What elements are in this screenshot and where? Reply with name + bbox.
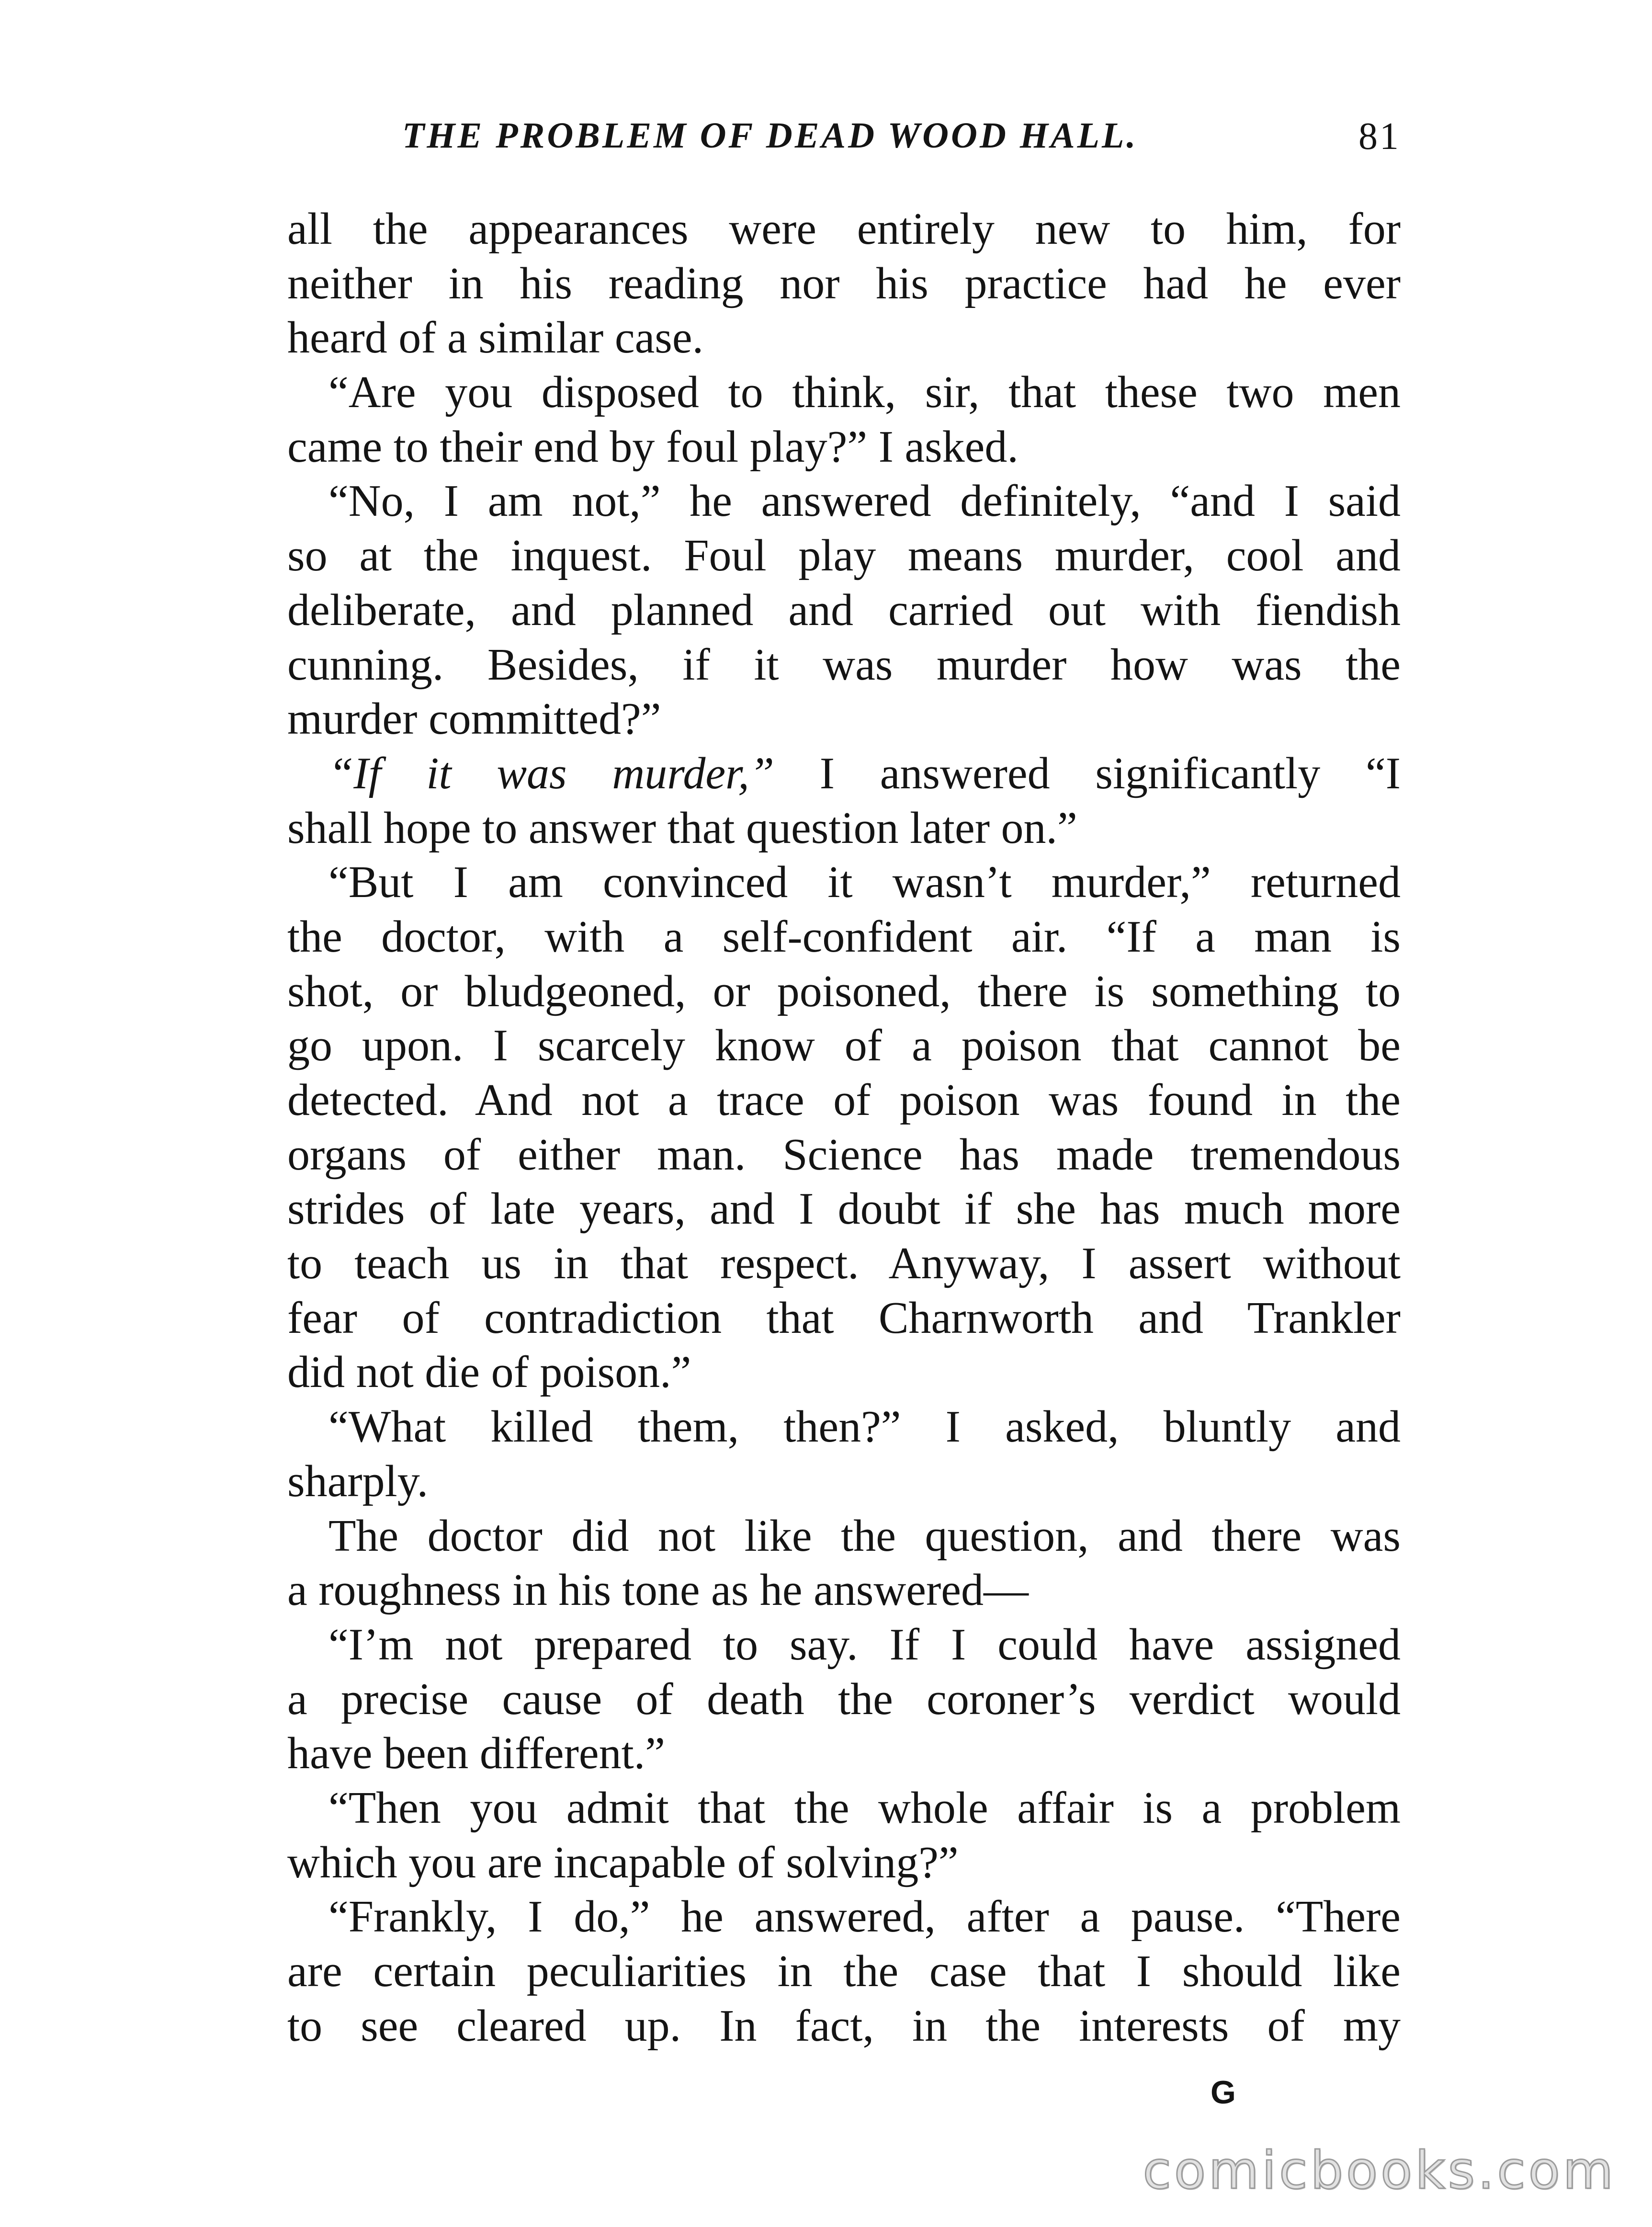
text-line: strides of late years, and I doubt if she has much more [287, 1184, 1401, 1234]
text-line: “Frankly, I do,” he answered, after a pause. “There [328, 1892, 1401, 1942]
text-line: shot, or bludgeoned, or poisoned, there is something to [287, 966, 1401, 1016]
text-line: cunning. Besides, if it was murder how was the [287, 639, 1401, 690]
text-line: came to their end by foul play?” I asked. [287, 421, 1018, 472]
text-line: go upon. I scarcely know of a poison that cannot be [287, 1021, 1401, 1071]
text-line: to teach us in that respect. Anyway, I assert without [287, 1238, 1401, 1289]
text-line: sharply. [287, 1456, 429, 1506]
text-line: “I’m not prepared to say. If I could have assigned [328, 1619, 1401, 1670]
text-line: a precise cause of death the coroner’s verdict would [287, 1674, 1401, 1724]
text-line: neither in his reading nor his practice had he ever [287, 258, 1401, 308]
text-line: organs of either man. Science has made tremendous [287, 1129, 1401, 1180]
text-line: heard of a similar case. [287, 313, 704, 363]
text-line: detected. And not a trace of poison was found in the [287, 1075, 1401, 1125]
text-line-rest: I answered significantly “I [819, 748, 1401, 798]
text-line: “Are you disposed to think, sir, that these two men [328, 367, 1401, 418]
text-line: deliberate, and planned and carried out with fiendish [287, 585, 1401, 635]
text-line: shall hope to answer that question later on.” [287, 803, 1077, 853]
text-line [287, 747, 1401, 801]
text-line: a roughness in his tone as he answered— [287, 1565, 1029, 1615]
italic-lead: “If it was murder,” [328, 748, 774, 798]
text-line: The doctor did not like the question, and there was [328, 1511, 1401, 1561]
running-head [287, 115, 1401, 168]
text-line: to see cleared up. In fact, in the interests of my [287, 2000, 1401, 2051]
text-line: “No, I am not,” he answered definitely, “and I said [328, 476, 1401, 526]
text-line: fear of contradiction that Charnworth and Trankler [287, 1293, 1401, 1343]
page-number: 81 [1358, 115, 1401, 158]
text-line: so at the inquest. Foul play means murder, cool and [287, 531, 1401, 581]
text-line: “But I am convinced it wasn’t murder,” returned [328, 857, 1401, 908]
watermark-logo: comicbooks.com [1143, 2141, 1616, 2201]
signature-mark: G [1211, 2074, 1236, 2111]
text-line: are certain peculiarities in the case that I should like [287, 1946, 1401, 1996]
text-line: have been different.” [287, 1728, 665, 1779]
text-line: “What killed them, then?” I asked, bluntly and [328, 1402, 1401, 1452]
text-line: “Then you admit that the whole affair is a problem [328, 1783, 1401, 1833]
text-line: which you are incapable of solving?” [287, 1837, 959, 1887]
body-text [287, 202, 1401, 2053]
text-line: all the appearances were entirely new to him, for [287, 204, 1401, 254]
running-title: THE PROBLEM OF DEAD WOOD HALL. [402, 115, 1138, 156]
text-line: did not die of poison.” [287, 1347, 691, 1398]
text-line: the doctor, with a self-confident air. “If a man is [287, 911, 1401, 962]
text-line: murder committed?” [287, 694, 661, 744]
